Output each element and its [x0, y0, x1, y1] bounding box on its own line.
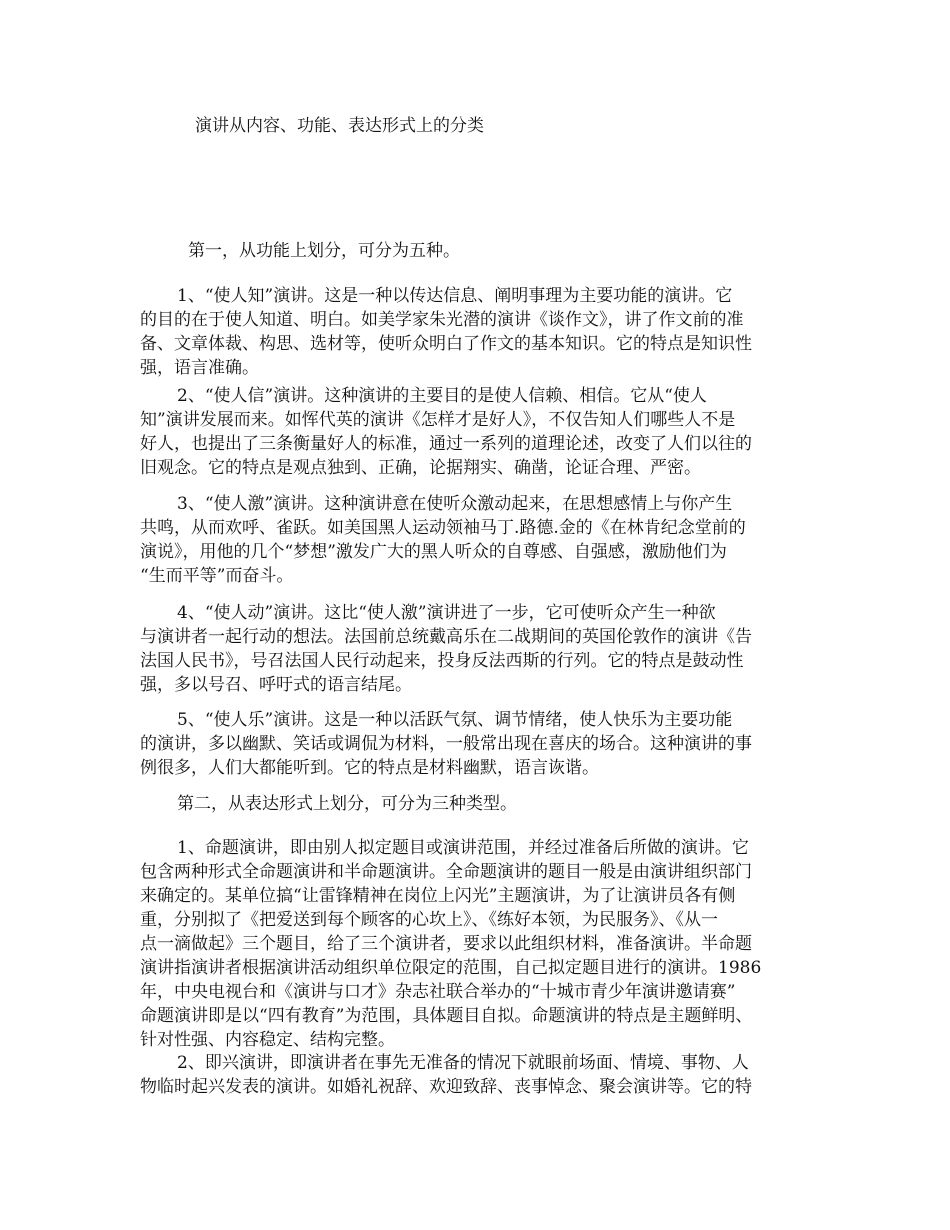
paragraph-line: 重，分别拟了《把爱送到每个顾客的心坎上》、《练好本领，为民服务》、《从一	[140, 910, 718, 930]
paragraph-1-5	[140, 708, 820, 780]
paragraph-line: 备、文章体裁、构思、选材等，使听众明白了作文的基本知识。它的特点是知识性	[140, 334, 752, 354]
paragraph-line: “生而平等”而奋斗。	[140, 566, 294, 586]
paragraph-line: 点一滴做起》三个题目，给了三个演讲者，要求以此组织材料，准备演讲。半命题	[140, 934, 752, 954]
paragraph-line: 命题演讲即是以“四有教育”为范围，具体题目自拟。命题演讲的特点是主题鲜明、	[140, 1006, 753, 1026]
section-heading-function: 第一，从功能上划分，可分为五种。	[188, 241, 460, 261]
paragraph-1-4	[140, 601, 820, 697]
paragraph-line: 针对性强、内容稳定、结构完整。	[140, 1030, 395, 1050]
paragraph-line: 的演讲，多以幽默、笑话或调侃为材料，一般常出现在喜庆的场合。这种演讲的事	[140, 734, 752, 754]
paragraph-line: 1、“使人知”演讲。这是一种以传达信息、阐明事理为主要功能的演讲。它	[177, 286, 733, 306]
paragraph-line: 年，中央电视台和《演讲与口才》杂志社联合举办的“十城市青少年演讲邀请赛”	[140, 982, 736, 1002]
paragraph-line: 的目的在于使人知道、明白。如美学家朱光潜的演讲《谈作文》，讲了作文前的准	[140, 310, 744, 330]
paragraph-line: 包含两种形式全命题演讲和半命题演讲。全命题演讲的题目一般是由演讲组织部门	[140, 862, 752, 882]
paragraph-line: 好人，也提出了三条衡量好人的标准，通过一系列的道理论述，改变了人们以往的	[140, 434, 752, 454]
paragraph-1-2	[140, 384, 820, 480]
paragraph-2-2	[140, 1051, 820, 1099]
paragraph-line: 5、“使人乐”演讲。这是一种以活跃气氛、调节情绪，使人快乐为主要功能	[177, 710, 733, 730]
paragraph-line: 2、“使人信”演讲。这种演讲的主要目的是使人信赖、相信。它从“使人	[177, 386, 707, 406]
paragraph-line: 演讲指演讲者根据演讲活动组织单位限定的范围，自己拟定题目进行的演讲。1986	[140, 958, 762, 978]
document-title: 演讲从内容、功能、表达形式上的分类	[195, 116, 484, 136]
paragraph-line: 知”演讲发展而来。如恽代英的演讲《怎样才是好人》，不仅告知人们哪些人不是	[140, 410, 736, 430]
paragraph-line: 2、即兴演讲，即演讲者在事先无准备的情况下就眼前场面、情境、事物、人	[177, 1053, 749, 1073]
section-heading-form: 第二，从表达形式上划分，可分为三种类型。	[177, 794, 517, 814]
paragraph-line: 演说》，用他的几个“梦想”激发广大的黑人听众的自尊感、自强感，激励他们为	[140, 542, 727, 562]
paragraph-line: 强，多以号召、呼吁式的语言结尾。	[140, 675, 412, 695]
paragraph-1-1	[140, 284, 820, 380]
paragraph-1-3	[140, 492, 820, 588]
paragraph-2-1	[140, 836, 820, 1052]
paragraph-line: 强，语言准确。	[140, 358, 259, 378]
paragraph-line: 物临时起兴发表的演讲。如婚礼祝辞、欢迎致辞、丧事悼念、聚会演讲等。它的特	[140, 1077, 752, 1097]
paragraph-line: 4、“使人动”演讲。这比“使人激”演讲进了一步，它可使听众产生一种欲	[177, 603, 716, 623]
paragraph-line: 共鸣，从而欢呼、雀跃。如美国黑人运动领袖马丁.路德.金的《在林肯纪念堂前的	[140, 518, 746, 538]
paragraph-line: 旧观念。它的特点是观点独到、正确，论据翔实、确凿，论证合理、严密。	[140, 458, 701, 478]
paragraph-line: 例很多，人们大都能听到。它的特点是材料幽默，语言诙谐。	[140, 758, 599, 778]
paragraph-line: 来确定的。某单位搞“让雷锋精神在岗位上闪光”主题演讲，为了让演讲员各有侧	[140, 886, 736, 906]
paragraph-line: 法国人民书》，号召法国人民行动起来，投身反法西斯的行列。它的特点是鼓动性	[140, 651, 744, 671]
paragraph-line: 与演讲者一起行动的想法。法国前总统戴高乐在二战期间的英国伦敦作的演讲《告	[140, 627, 752, 647]
paragraph-line: 3、“使人激”演讲。这种演讲意在使听众激动起来，在思想感情上与你产生	[177, 494, 733, 514]
paragraph-line: 1、命题演讲，即由别人拟定题目或演讲范围，并经过准备后所做的演讲。它	[177, 838, 749, 858]
